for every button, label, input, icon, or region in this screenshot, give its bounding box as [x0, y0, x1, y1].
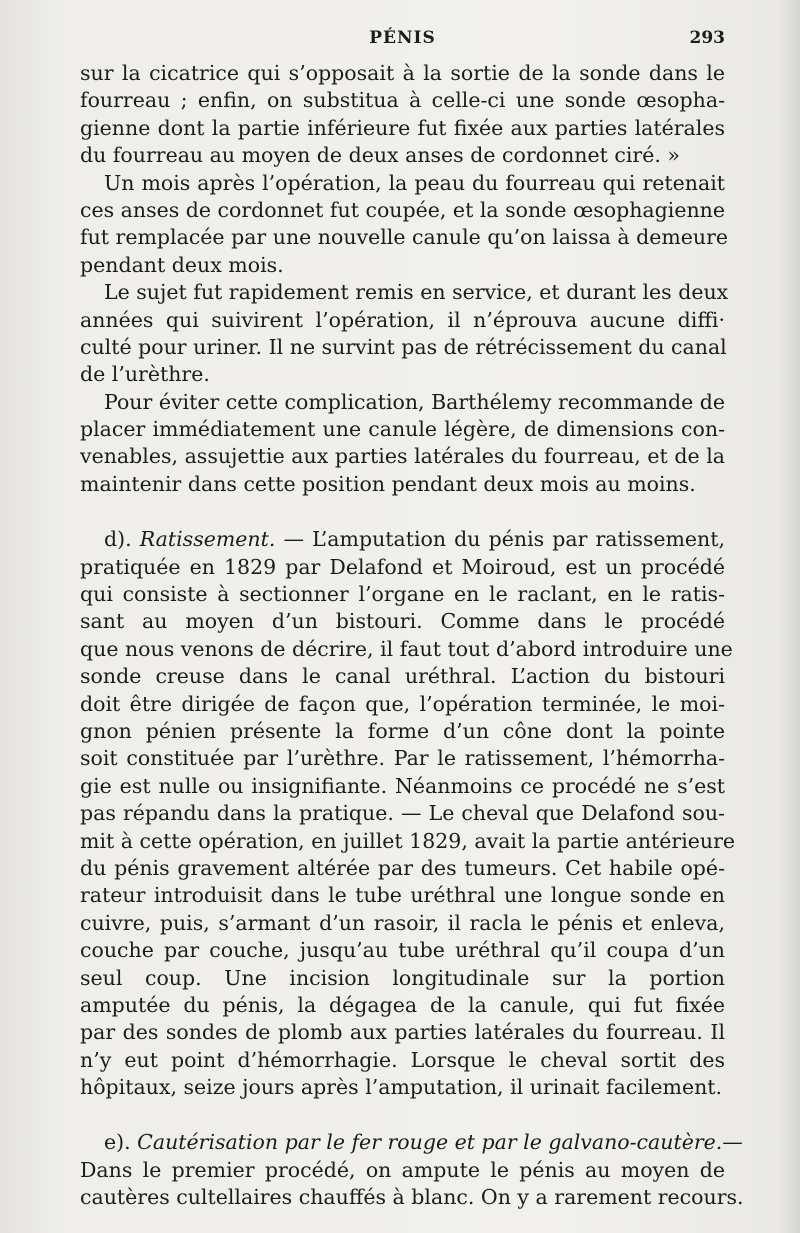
text-line: pas répandu dans la pratique. — Le cheval que Delafond sou- [80, 801, 725, 826]
text-line: sonde creuse dans le canal uréthral. L’action du bistouri [80, 664, 725, 689]
text-line: seul coup. Une incision longitudinale sur la portion [80, 965, 725, 990]
text-line: soit constituée par l’urèthre. Par le ratissement, l’hémorrha- [80, 746, 725, 771]
text-line: qui consiste à sectionner l’organe en le raclant, en le ratis- [80, 582, 725, 607]
text-line: de l’urèthre. [80, 362, 210, 387]
text-line: couche par couche, jusqu’au tube uréthral qu’il coupa d’un [80, 938, 725, 963]
text-line: gienne dont la partie inférieure fut fixée aux parties latérales [80, 115, 725, 140]
text-line: pendant deux mois. [80, 252, 284, 277]
section-e-cauterisation [80, 1129, 744, 1211]
text-line [80, 526, 725, 553]
text-line: par des sondes de plomb aux parties latérales du fourreau. Il [80, 1020, 725, 1045]
text-line [80, 1129, 743, 1156]
text-line: sant au moyen d’un bistouri. Comme dans le procédé [80, 609, 725, 634]
paragraph-4 [80, 389, 725, 499]
text-line: Dans le premier procédé, on ampute le pénis au moyen de [80, 1157, 725, 1182]
text-line: hôpitaux, seize jours après l’amputation, il urinait facilement. [80, 1075, 723, 1100]
text-line: années qui suivirent l’opération, il n’éprouva aucune diffi· [80, 307, 725, 332]
paragraph-2 [80, 170, 729, 280]
text-line: cuivre, puis, s’armant d’un rasoir, il racla le pénis et enleva, [80, 910, 725, 935]
paragraph-3 [80, 279, 729, 389]
text-line: gnon pénien présente la forme d’un cône dont la pointe [80, 718, 725, 743]
section-heading: Cautérisation par le fer rouge et par le galvano-cautère. [137, 1130, 723, 1155]
page-number: 293 [689, 28, 725, 48]
text-line: du pénis gravement altérée par des tumeurs. Cet habile opé- [80, 855, 725, 880]
text-line: culté pour uriner. Il ne survint pas de rétrécissement du canal [80, 334, 727, 359]
text-line: cautères cultellaires chauffés à blanc. On y a rarement recours. [80, 1185, 744, 1210]
text-line: fourreau ; enfin, on substitua à celle-ci une sonde œsopha- [80, 88, 725, 113]
text-line: pratiquée en 1829 par Delafond et Moiroud, est un procédé [80, 554, 725, 579]
text-line: amputée du pénis, la dégagea de la canule, qui fut fixée [80, 992, 725, 1017]
text-line: Pour éviter cette complication, Barthélemy recommande de [104, 389, 726, 414]
paragraph-1 [80, 60, 725, 170]
text-line: mit à cette opération, en juillet 1829, avait la partie antérieure [80, 828, 736, 853]
section-gap [80, 498, 725, 526]
text-line: maintenir dans cette position pendant deux mois au moins. [80, 471, 696, 496]
section-first-line: — L’amputation du pénis par ratissement, [275, 527, 726, 552]
body-text [80, 60, 744, 1212]
text-line: Un mois après l’opération, la peau du fourreau qui retenait [104, 170, 725, 195]
text-line: placer immédiatement une canule légère, de dimensions con- [80, 417, 725, 442]
section-dash: — [722, 1130, 743, 1155]
text-line: venables, assujettie aux parties latérales du fourreau, et de la [80, 444, 725, 469]
text-line: Le sujet fut rapidement remis en service, et durant les deux [104, 280, 729, 305]
section-heading: Ratissement. [139, 527, 276, 552]
section-letter: d). [104, 527, 140, 552]
text-line: que nous venons de décrire, il faut tout d’abord introduire une [80, 636, 733, 661]
text-line: gie est nulle ou insignifiante. Néanmoins ce procédé ne s’est [80, 773, 725, 798]
section-d-ratissement [80, 526, 736, 1101]
section-gap [80, 1101, 725, 1129]
running-title: PÉNIS [369, 28, 436, 48]
section-letter: e). [104, 1130, 138, 1155]
text-line: rateur introduisit dans le tube uréthral une longue sonde en [80, 883, 725, 908]
text-line: ces anses de cordonnet fut coupée, et la sonde œsophagienne [80, 197, 725, 222]
text-line: fut remplacée par une nouvelle canule qu’on laissa à demeure [80, 225, 729, 250]
text-line: sur la cicatrice qui s’opposait à la sortie de la sonde dans le [80, 61, 725, 85]
page-gutter-shadow [778, 0, 800, 1233]
page-header [80, 28, 725, 54]
text-line: doit être dirigée de façon que, l’opération terminée, le moi- [80, 691, 725, 716]
text-line: du fourreau au moyen de deux anses de cordonnet ciré. » [80, 143, 680, 168]
text-line: n’y eut point d’hémorrhagie. Lorsque le cheval sortit des [80, 1047, 725, 1072]
